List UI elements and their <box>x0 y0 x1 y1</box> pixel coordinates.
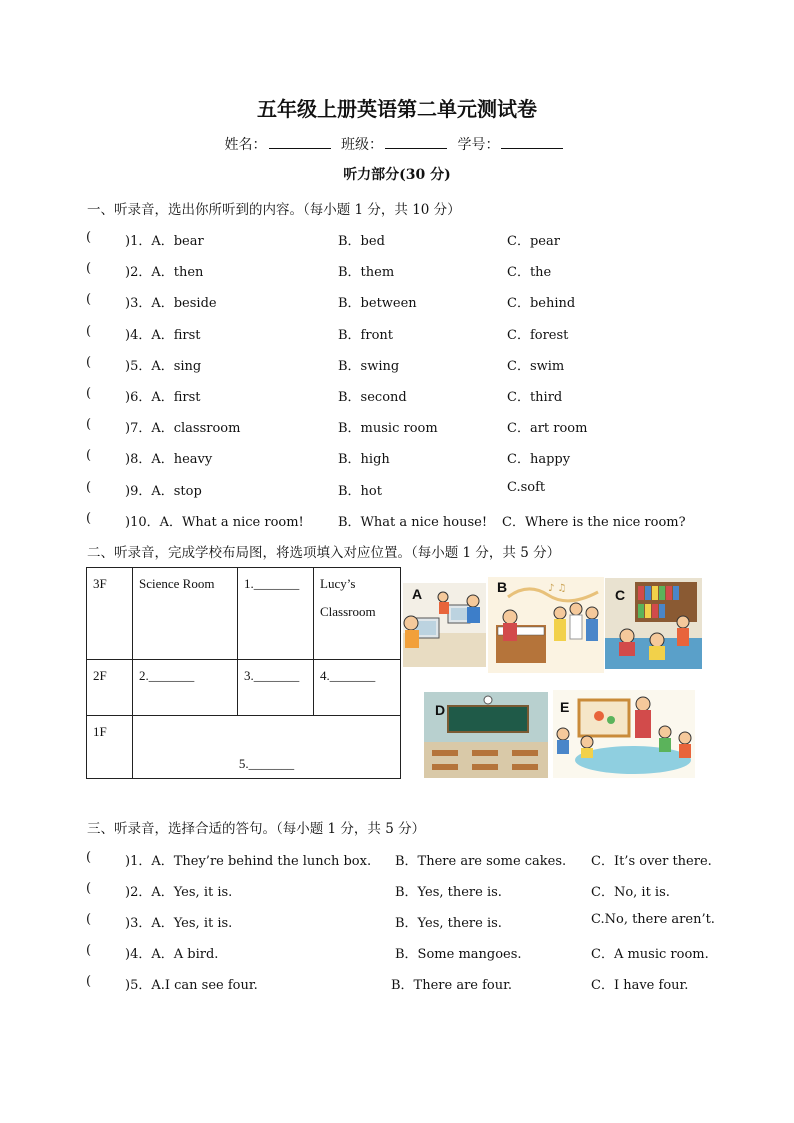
answer-paren[interactable]: ( <box>86 912 92 927</box>
science-room-cell: Science Room <box>133 568 238 660</box>
answer-paren[interactable]: ( <box>86 417 92 432</box>
floor-1f: 1F <box>87 716 133 779</box>
question-option-c: C．swim <box>507 359 565 374</box>
answer-paren[interactable]: ( <box>86 480 92 495</box>
section-1-heading: 一、听录音，选出你所听到的内容。（每小题 1 分，共 10 分） <box>87 202 461 218</box>
question-option-c: C．forest <box>507 328 569 343</box>
question-option-b: B．Some mangoes. <box>395 947 522 962</box>
question-option-a: )6．A．first <box>125 390 201 405</box>
lucys-label: Lucy’s <box>320 576 356 591</box>
picture-b-label: B <box>497 579 508 595</box>
picture-a-label: A <box>412 586 423 602</box>
classroom-label: Classroom <box>320 604 376 619</box>
class-label: 班级： <box>341 137 383 153</box>
student-info-line <box>0 134 794 154</box>
question-option-a: )3．A．Yes, it is. <box>125 916 233 931</box>
picture-e-label: E <box>560 699 570 715</box>
class-blank[interactable] <box>385 134 447 149</box>
picture-e-art-room <box>553 690 695 778</box>
question-option-b: B．front <box>338 328 394 343</box>
picture-c-label: C <box>615 587 626 603</box>
question-option-b: B．What a nice house! <box>338 515 488 530</box>
blank-5[interactable]: 5._______ <box>133 716 401 779</box>
answer-paren[interactable]: ( <box>86 448 92 463</box>
answer-paren[interactable]: ( <box>86 511 92 526</box>
section-3-heading: 三、听录音，选择合适的答句。（每小题 1 分，共 5 分） <box>87 821 426 837</box>
question-option-c: C．No, it is. <box>591 885 670 900</box>
lucys-classroom-cell <box>314 568 401 660</box>
question-option-a: )9．A．stop <box>125 484 202 499</box>
question-option-b: B．high <box>338 452 390 467</box>
page-title: 五年级上册英语第二单元测试卷 <box>257 97 537 121</box>
question-option-c: C．art room <box>507 421 588 436</box>
question-option-b: B．music room <box>338 421 438 436</box>
question-option-b: B．Yes, there is. <box>395 916 502 931</box>
question-option-a: )2．A．Yes, it is. <box>125 885 233 900</box>
answer-paren[interactable]: ( <box>86 261 92 276</box>
question-option-a: )5．A．sing <box>125 359 202 374</box>
answer-paren[interactable]: ( <box>86 292 92 307</box>
question-option-a: )1．A．They’re behind the lunch box. <box>125 854 372 869</box>
question-option-c: C．pear <box>507 234 560 249</box>
question-option-a: )7．A．classroom <box>125 421 241 436</box>
question-option-b: B．There are some cakes. <box>395 854 567 869</box>
number-blank[interactable] <box>501 134 563 149</box>
question-option-a: )5．A.I can see four. <box>125 978 258 993</box>
question-option-c: C．happy <box>507 452 571 467</box>
question-option-c: C．A music room. <box>591 947 709 962</box>
question-option-c: C．the <box>507 265 552 280</box>
question-option-c: C．Where is the nice room? <box>502 515 686 530</box>
question-option-c: C．It’s over there. <box>591 854 712 869</box>
answer-paren[interactable]: ( <box>86 230 92 245</box>
question-option-b: B．them <box>338 265 395 280</box>
answer-paren[interactable]: ( <box>86 850 92 865</box>
question-option-b: B．There are four. <box>391 978 513 993</box>
picture-d-label: D <box>435 702 446 718</box>
answer-paren[interactable]: ( <box>86 355 92 370</box>
floor-3f: 3F <box>87 568 133 660</box>
floor-2f: 2F <box>87 660 133 716</box>
blank-1[interactable]: 1._______ <box>238 568 314 660</box>
question-option-a: )8．A．heavy <box>125 452 213 467</box>
question-option-a: )2．A．then <box>125 265 204 280</box>
school-layout-table <box>86 567 401 779</box>
blank-2[interactable]: 2._______ <box>133 660 238 716</box>
question-option-b: B．hot <box>338 484 382 499</box>
svg-text:♪ ♫: ♪ ♫ <box>548 583 567 594</box>
question-option-c: C．I have four. <box>591 978 689 993</box>
name-label: 姓名： <box>224 137 267 153</box>
answer-paren[interactable]: ( <box>86 386 92 401</box>
question-option-a: )10．A．What a nice room! <box>125 515 304 530</box>
question-option-a: )4．A．A bird. <box>125 947 219 962</box>
question-option-c: C．behind <box>507 296 576 311</box>
question-option-b: B．second <box>338 390 407 405</box>
question-option-b: B．swing <box>338 359 400 374</box>
name-blank[interactable] <box>269 134 331 149</box>
number-label: 学号： <box>457 137 500 153</box>
question-option-c: C.soft <box>507 480 546 495</box>
question-option-a: )4．A．first <box>125 328 201 343</box>
section-2-heading: 二、听录音，完成学校布局图，将选项填入对应位置。（每小题 1 分，共 5 分） <box>87 545 561 561</box>
section-subtitle: 听力部分(30 分) <box>343 167 451 183</box>
question-option-b: B．between <box>338 296 417 311</box>
answer-paren[interactable]: ( <box>86 881 92 896</box>
blank-4[interactable]: 4._______ <box>314 660 401 716</box>
question-option-c: C．third <box>507 390 563 405</box>
question-option-a: )1．A．bear <box>125 234 204 249</box>
question-option-b: B．Yes, there is. <box>395 885 502 900</box>
answer-paren[interactable]: ( <box>86 324 92 339</box>
question-option-a: )3．A．beside <box>125 296 217 311</box>
answer-paren[interactable]: ( <box>86 974 92 989</box>
question-option-c: C.No, there aren’t. <box>591 912 715 927</box>
blank-3[interactable]: 3._______ <box>238 660 314 716</box>
answer-paren[interactable]: ( <box>86 943 92 958</box>
question-option-b: B．bed <box>338 234 385 249</box>
